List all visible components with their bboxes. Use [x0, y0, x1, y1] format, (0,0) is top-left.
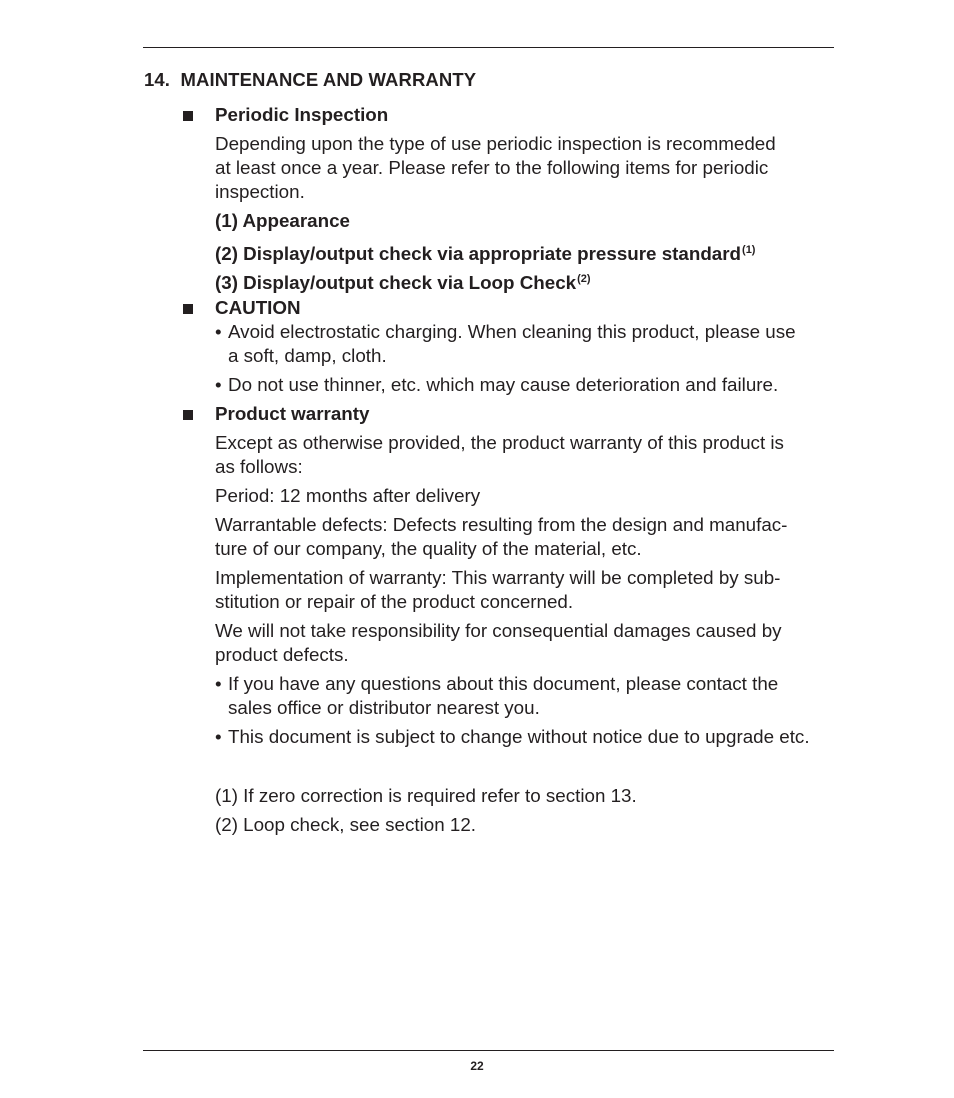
- warranty-bullet-line: sales office or distributor nearest you.: [228, 697, 540, 718]
- footnote-ref: (2): [577, 273, 591, 285]
- section-heading: [144, 69, 476, 91]
- warranty-paragraph-line: We will not take responsibility for consequential damages caused by: [215, 620, 782, 641]
- section-number: 14.: [144, 69, 171, 90]
- square-bullet-icon: [183, 410, 193, 420]
- caution-bullet-line: a soft, damp, cloth.: [228, 345, 387, 366]
- inspection-item-text: (3) Display/output check via Loop Check: [215, 272, 577, 293]
- inspection-item-text: (2) Display/output check via appropriate pressure standard: [215, 243, 742, 264]
- inspection-item-text: (1) Appearance: [215, 210, 350, 231]
- bottom-rule: [143, 1050, 834, 1051]
- caution-heading: CAUTION: [215, 297, 301, 318]
- bullet-icon: •: [215, 726, 222, 747]
- warranty-paragraph-line: ture of our company, the quality of the material, etc.: [215, 538, 642, 559]
- inspection-item: [215, 238, 755, 266]
- square-bullet-icon: [183, 111, 193, 121]
- bullet-icon: •: [215, 673, 222, 694]
- footnote: (2) Loop check, see section 12.: [215, 814, 477, 835]
- inspection-item: [215, 209, 350, 233]
- warranty-paragraph-line: as follows:: [215, 456, 303, 477]
- warranty-paragraph-line: Period: 12 months after delivery: [215, 485, 481, 506]
- page-number: 22: [470, 1059, 484, 1073]
- square-bullet-icon: [183, 304, 193, 314]
- warranty-paragraph-line: stitution or repair of the product concerned.: [215, 591, 574, 612]
- bullet-icon: •: [215, 374, 222, 395]
- section-title: MAINTENANCE AND WARRANTY: [180, 69, 477, 90]
- footnote: (1) If zero correction is required refer to section 13.: [215, 785, 637, 806]
- warranty-bullet-line: If you have any questions about this document, please contact the: [228, 673, 779, 694]
- warranty-paragraph-line: Except as otherwise provided, the product warranty of this product is: [215, 432, 784, 453]
- footnote-ref: (1): [742, 244, 756, 256]
- inspection-item: [215, 267, 591, 295]
- periodic-intro-line: at least once a year. Please refer to the following items for periodic: [215, 157, 769, 178]
- warranty-paragraph-line: product defects.: [215, 644, 349, 665]
- periodic-intro-line: Depending upon the type of use periodic inspection is recommeded: [215, 133, 776, 154]
- warranty-paragraph-line: Warrantable defects: Defects resulting from the design and manufac-: [215, 514, 788, 535]
- warranty-heading: Product warranty: [215, 403, 370, 424]
- caution-bullet-line: Do not use thinner, etc. which may cause deterioration and failure.: [228, 374, 779, 395]
- periodic-intro-line: inspection.: [215, 181, 305, 202]
- top-rule: [143, 47, 834, 48]
- caution-bullet-line: Avoid electrostatic charging. When cleaning this product, please use: [228, 321, 796, 342]
- warranty-bullet-line: This document is subject to change without notice due to upgrade etc.: [228, 726, 810, 747]
- periodic-inspection-heading: Periodic Inspection: [215, 104, 389, 125]
- bullet-icon: •: [215, 321, 222, 342]
- warranty-paragraph-line: Implementation of warranty: This warranty will be completed by sub-: [215, 567, 781, 588]
